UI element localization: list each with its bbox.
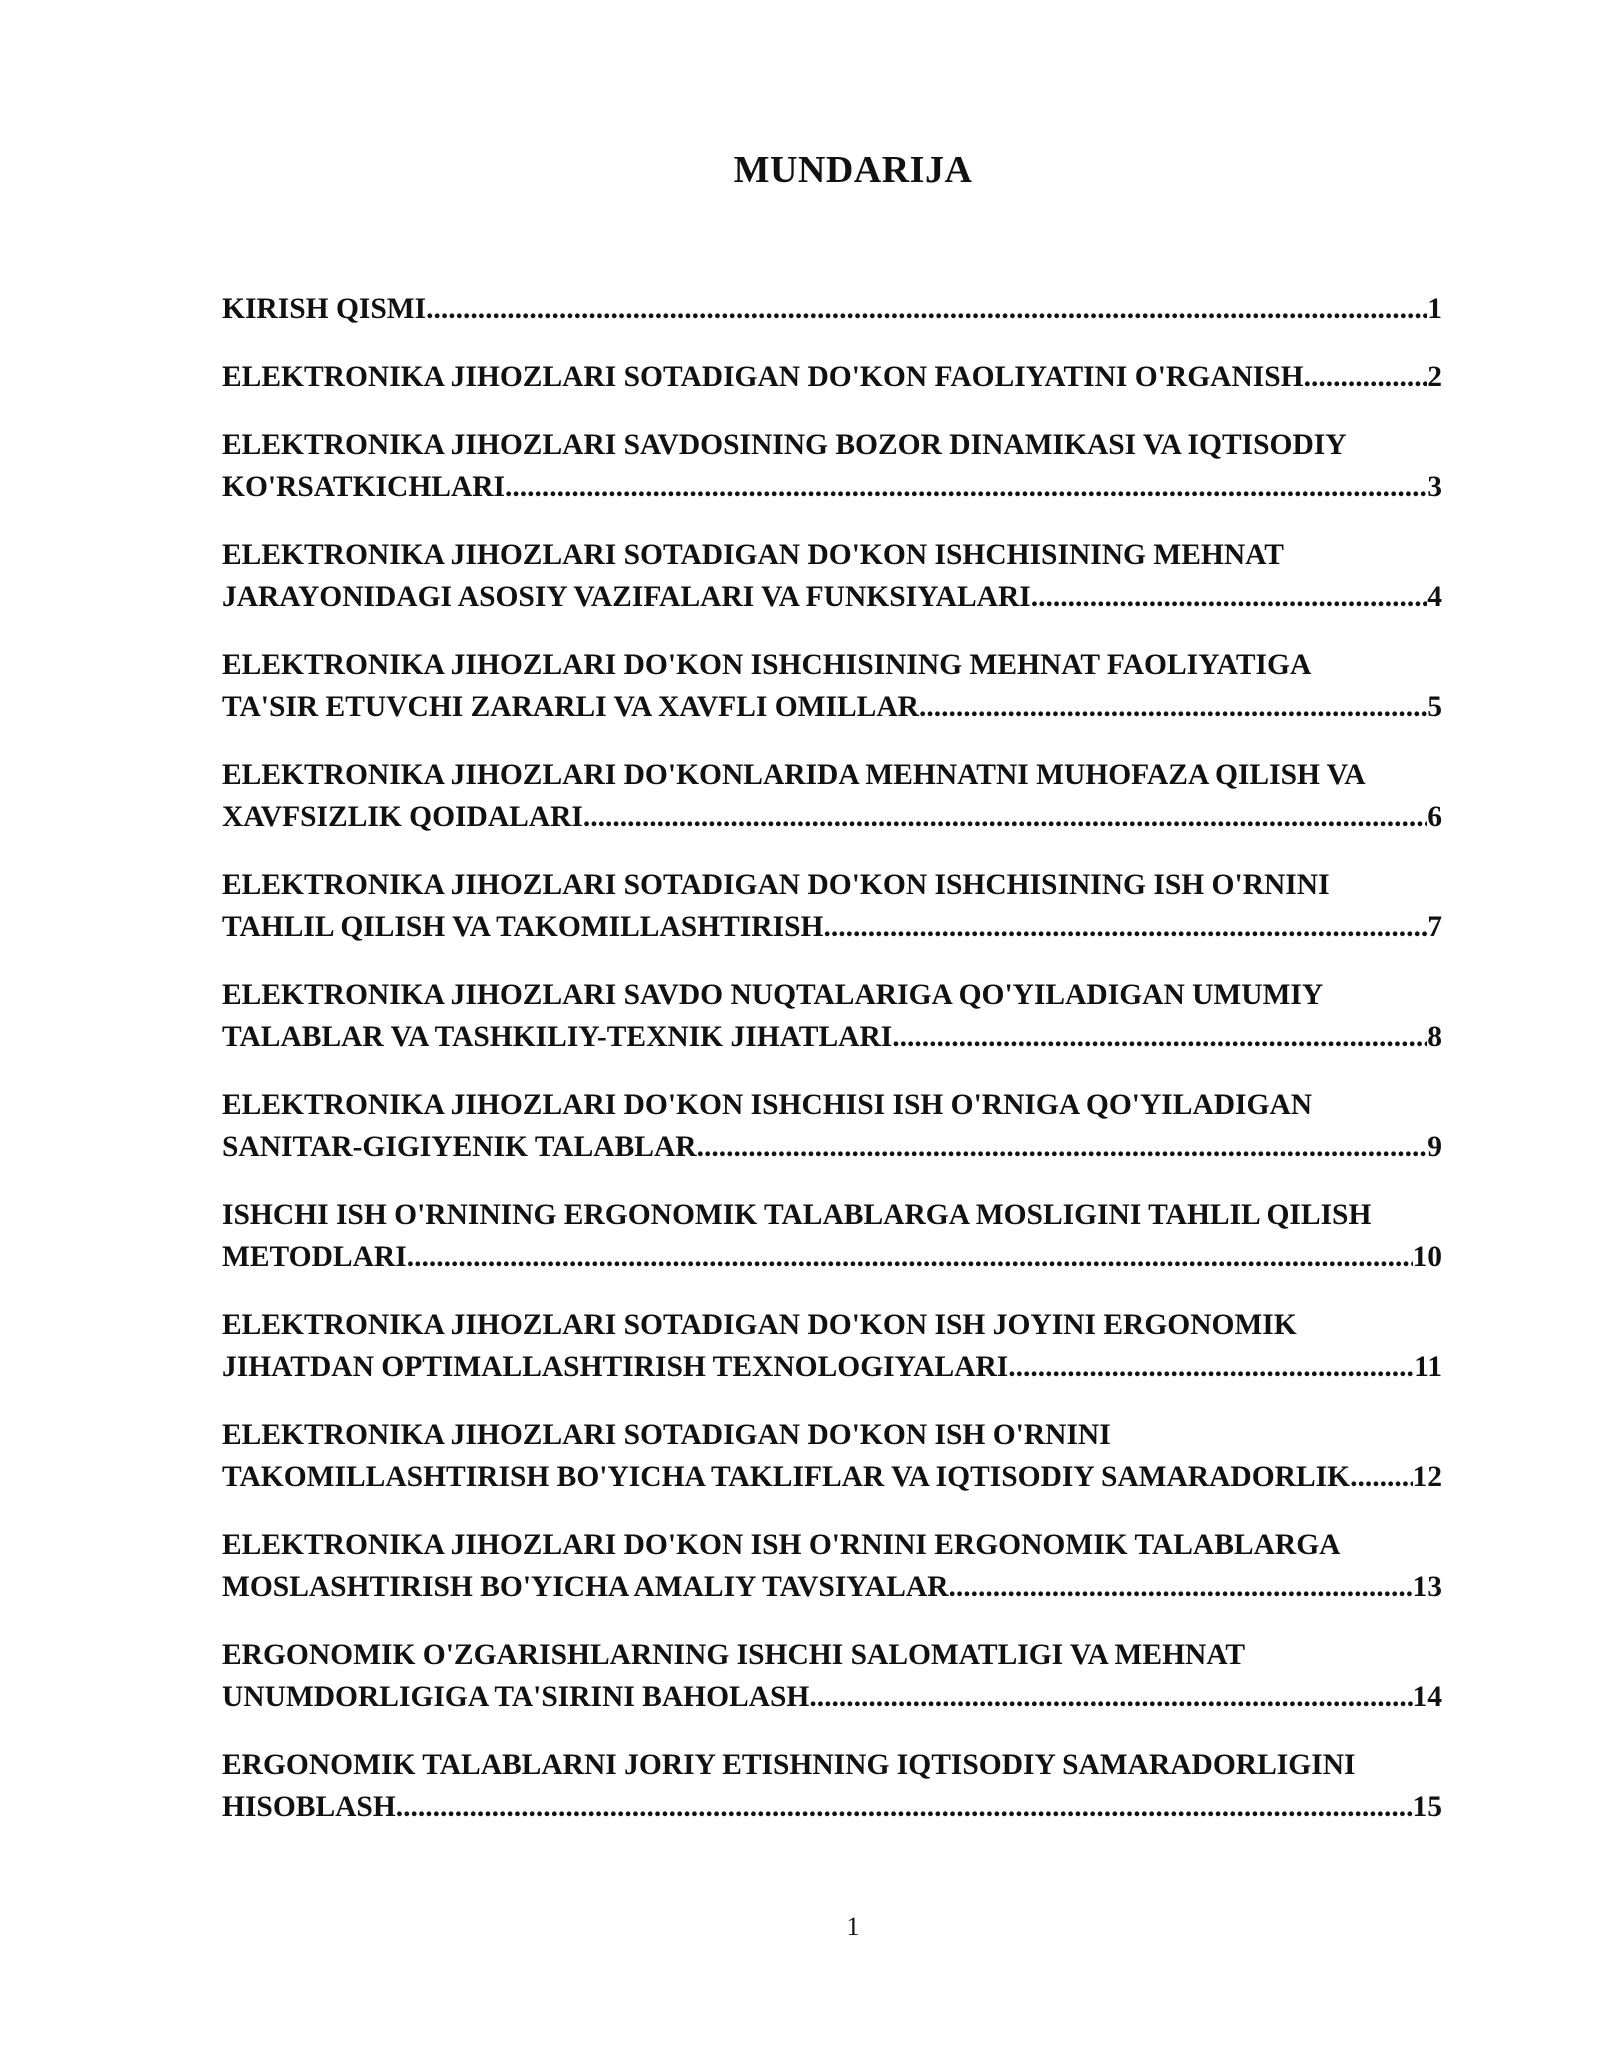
toc-entry-line bbox=[222, 576, 1442, 618]
toc-entry-title: TALABLAR VA TASHKILIY-TEXNIK JIHATLARI bbox=[222, 1021, 893, 1053]
toc-entry-title-line1: ERGONOMIK TALABLARNI JORIY ETISHNING IQTISODIY SAMARADORLIGINI bbox=[222, 1749, 1356, 1781]
toc-entry-title: SANITAR-GIGIYENIK TALABLAR bbox=[222, 1131, 697, 1163]
toc-page-number: 15 bbox=[1412, 1791, 1442, 1823]
toc-page-number: 11 bbox=[1414, 1351, 1442, 1383]
toc-leader-dots bbox=[426, 288, 1427, 330]
toc-leader-dots bbox=[809, 1676, 1412, 1718]
toc-entry-title: JARAYONIDAGI ASOSIY VAZIFALARI VA FUNKSIYALARI bbox=[222, 581, 1031, 613]
toc-entry-title: TA'SIR ETUVCHI ZARARLI VA XAVFLI OMILLAR bbox=[222, 691, 919, 723]
toc-entry[interactable] bbox=[222, 644, 1442, 728]
toc-entry[interactable] bbox=[222, 1414, 1442, 1498]
toc-entry-title-line1: ELEKTRONIKA JIHOZLARI DO'KON ISH O'RNINI ERGONOMIK TALABLARGA bbox=[222, 1529, 1341, 1561]
page-title: MUNDARIJA bbox=[733, 149, 973, 191]
toc-page-number: 5 bbox=[1427, 691, 1442, 723]
toc-entry[interactable] bbox=[222, 1084, 1442, 1168]
toc-entry-title-line1: ELEKTRONIKA JIHOZLARI DO'KON ISHCHISI ISH O'RNIGA QO'YILADIGAN bbox=[222, 1089, 1313, 1121]
table-of-contents bbox=[222, 288, 1442, 1854]
toc-entry-title: XAVFSIZLIK QOIDALARI bbox=[222, 801, 583, 833]
toc-page-number: 3 bbox=[1427, 471, 1442, 503]
toc-leader-dots bbox=[1031, 576, 1428, 618]
toc-page-number: 9 bbox=[1427, 1131, 1442, 1163]
toc-entry-title-line1: ELEKTRONIKA JIHOZLARI SOTADIGAN DO'KON ISH O'RNINI bbox=[222, 1419, 1111, 1451]
toc-entry-title-line1: ELEKTRONIKA JIHOZLARI DO'KON ISHCHISINING MEHNAT FAOLIYATIGA bbox=[222, 649, 1312, 681]
toc-entry-line bbox=[222, 1566, 1442, 1608]
toc-entry-title: KO'RSATKICHLARI bbox=[222, 471, 506, 503]
toc-page-number: 12 bbox=[1412, 1461, 1442, 1493]
toc-entry-line bbox=[222, 288, 1442, 330]
toc-entry-title-line1: ELEKTRONIKA JIHOZLARI DO'KONLARIDA MEHNATNI MUHOFAZA QILISH VA bbox=[222, 759, 1366, 791]
toc-entry-title: HISOBLASH bbox=[222, 1791, 396, 1823]
toc-entry-title: TAKOMILLASHTIRISH BO'YICHA TAKLIFLAR VA IQTISODIY SAMARADORLIK bbox=[222, 1461, 1351, 1493]
toc-leader-dots bbox=[505, 466, 1427, 508]
toc-entry-title-line1: ELEKTRONIKA JIHOZLARI SAVDO NUQTALARIGA QO'YILADIGAN UMUMIY bbox=[222, 979, 1324, 1011]
toc-entry-title: TAHLIL QILISH VA TAKOMILLASHTIRISH bbox=[222, 911, 824, 943]
toc-leader-dots bbox=[919, 686, 1427, 728]
toc-entry-line bbox=[222, 1126, 1442, 1168]
toc-entry[interactable] bbox=[222, 1744, 1442, 1828]
toc-entry-line bbox=[222, 686, 1442, 728]
toc-entry[interactable] bbox=[222, 864, 1442, 948]
toc-entry[interactable] bbox=[222, 1634, 1442, 1718]
toc-leader-dots bbox=[1008, 1346, 1414, 1388]
toc-entry[interactable] bbox=[222, 534, 1442, 618]
toc-leader-dots bbox=[697, 1126, 1428, 1168]
toc-leader-dots bbox=[823, 906, 1427, 948]
toc-entry[interactable] bbox=[222, 1194, 1442, 1278]
toc-page-number: 1 bbox=[1427, 293, 1442, 325]
toc-entry-title: MOSLASHTIRISH BO'YICHA AMALIY TAVSIYALAR bbox=[222, 1571, 949, 1603]
toc-page-number: 10 bbox=[1412, 1241, 1442, 1273]
toc-entry-title: KIRISH QISMI bbox=[222, 293, 427, 325]
toc-entry-title: JIHATDAN OPTIMALLASHTIRISH TEXNOLOGIYALARI bbox=[222, 1351, 1009, 1383]
toc-leader-dots bbox=[1350, 1456, 1412, 1498]
toc-entry[interactable] bbox=[222, 288, 1442, 330]
toc-entry-title-line1: ELEKTRONIKA JIHOZLARI SAVDOSINING BOZOR DINAMIKASI VA IQTISODIY bbox=[222, 429, 1347, 461]
toc-entry-line bbox=[222, 1346, 1442, 1388]
toc-leader-dots bbox=[892, 1016, 1427, 1058]
toc-entry-line bbox=[222, 1786, 1442, 1828]
toc-entry-title: ELEKTRONIKA JIHOZLARI SOTADIGAN DO'KON FAOLIYATINI O'RGANISH bbox=[222, 361, 1304, 393]
toc-entry-title-line1: ELEKTRONIKA JIHOZLARI SOTADIGAN DO'KON ISHCHISINING MEHNAT bbox=[222, 539, 1284, 571]
toc-entry-title: METODLARI bbox=[222, 1241, 407, 1273]
toc-page-number: 4 bbox=[1427, 581, 1442, 613]
toc-entry[interactable] bbox=[222, 1304, 1442, 1388]
toc-leader-dots bbox=[949, 1566, 1413, 1608]
toc-entry-line bbox=[222, 466, 1442, 508]
toc-entry[interactable] bbox=[222, 356, 1442, 398]
toc-page-number: 6 bbox=[1427, 801, 1442, 833]
toc-entry-line bbox=[222, 1236, 1442, 1278]
toc-entry-title-line1: ELEKTRONIKA JIHOZLARI SOTADIGAN DO'KON ISHCHISINING ISH O'RNINI bbox=[222, 869, 1330, 901]
toc-leader-dots bbox=[583, 796, 1427, 838]
toc-entry[interactable] bbox=[222, 424, 1442, 508]
toc-page-number: 14 bbox=[1412, 1681, 1442, 1713]
toc-entry-line bbox=[222, 796, 1442, 838]
toc-leader-dots bbox=[1304, 356, 1428, 398]
toc-entry[interactable] bbox=[222, 754, 1442, 838]
toc-entry-line bbox=[222, 1676, 1442, 1718]
toc-entry-title-line1: ELEKTRONIKA JIHOZLARI SOTADIGAN DO'KON ISH JOYINI ERGONOMIK bbox=[222, 1309, 1297, 1341]
page-number-footer: 1 bbox=[846, 1912, 860, 1941]
toc-entry-line bbox=[222, 906, 1442, 948]
toc-entry-line bbox=[222, 1016, 1442, 1058]
toc-entry-line bbox=[222, 356, 1442, 398]
toc-leader-dots bbox=[407, 1236, 1413, 1278]
toc-entry-line bbox=[222, 1456, 1442, 1498]
toc-entry-title-line1: ISHCHI ISH O'RNINING ERGONOMIK TALABLARGA MOSLIGINI TAHLIL QILISH bbox=[222, 1199, 1372, 1231]
toc-entry[interactable] bbox=[222, 974, 1442, 1058]
toc-entry-title-line1: ERGONOMIK O'ZGARISHLARNING ISHCHI SALOMATLIGI VA MEHNAT bbox=[222, 1639, 1246, 1671]
toc-page-number: 7 bbox=[1427, 911, 1442, 943]
toc-leader-dots bbox=[396, 1786, 1413, 1828]
toc-page-number: 8 bbox=[1427, 1021, 1442, 1053]
toc-entry-title: UNUMDORLIGIGA TA'SIRINI BAHOLASH bbox=[222, 1681, 810, 1713]
toc-page-number: 13 bbox=[1412, 1571, 1442, 1603]
toc-entry[interactable] bbox=[222, 1524, 1442, 1608]
toc-page-number: 2 bbox=[1427, 361, 1442, 393]
